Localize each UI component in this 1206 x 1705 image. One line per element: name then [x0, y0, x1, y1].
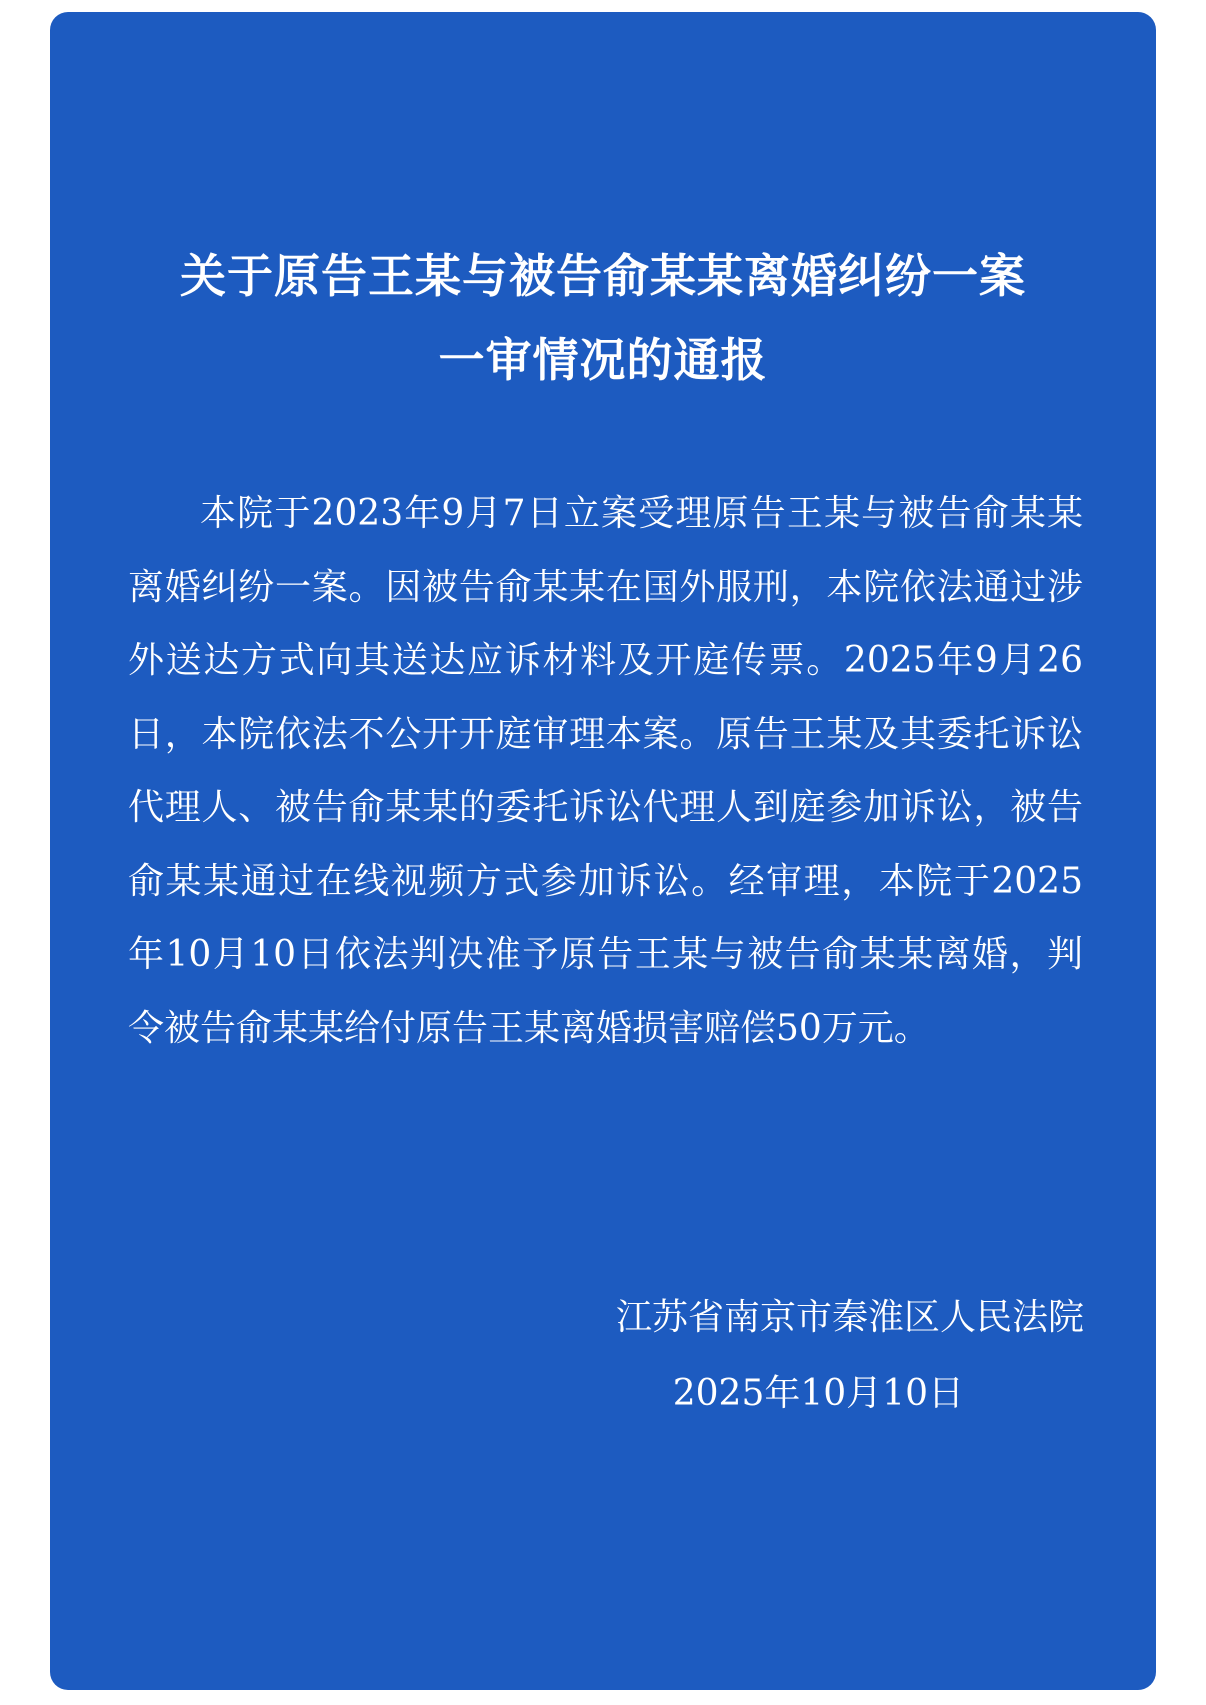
- notice-title: [50, 234, 1156, 402]
- notice-body: 本院于2023年9月7日立案受理原告王某与被告俞某某离婚纠纷一案。因被告俞某某在国外服刑，本院依法通过涉外送达方式向其送达应诉材料及开庭传票。2025年9月26日，本院依法不公开开庭审理本案。原告王某及其委托诉讼代理人、被告俞某某的委托诉讼代理人到庭参加诉讼，被告俞某某通过在线视频方式参加诉讼。经审理，本院于2025年10月10日依法判决准予原告王某与被告俞某某离婚，判令被告俞某某给付原告王某离婚损害赔偿50万元。: [128, 493, 1083, 1049]
- notice-title-line-1: 关于原告王某与被告俞某某离婚纠纷一案: [180, 249, 1026, 303]
- signature-court: 江苏省南京市秦淮区人民法院: [615, 1297, 1084, 1338]
- signature-date: 2025年10月10日: [672, 1373, 964, 1414]
- notice-signature: [50, 1280, 1084, 1432]
- notice-card: [50, 12, 1156, 1690]
- notice-title-line-2: 一审情况的通报: [438, 333, 768, 387]
